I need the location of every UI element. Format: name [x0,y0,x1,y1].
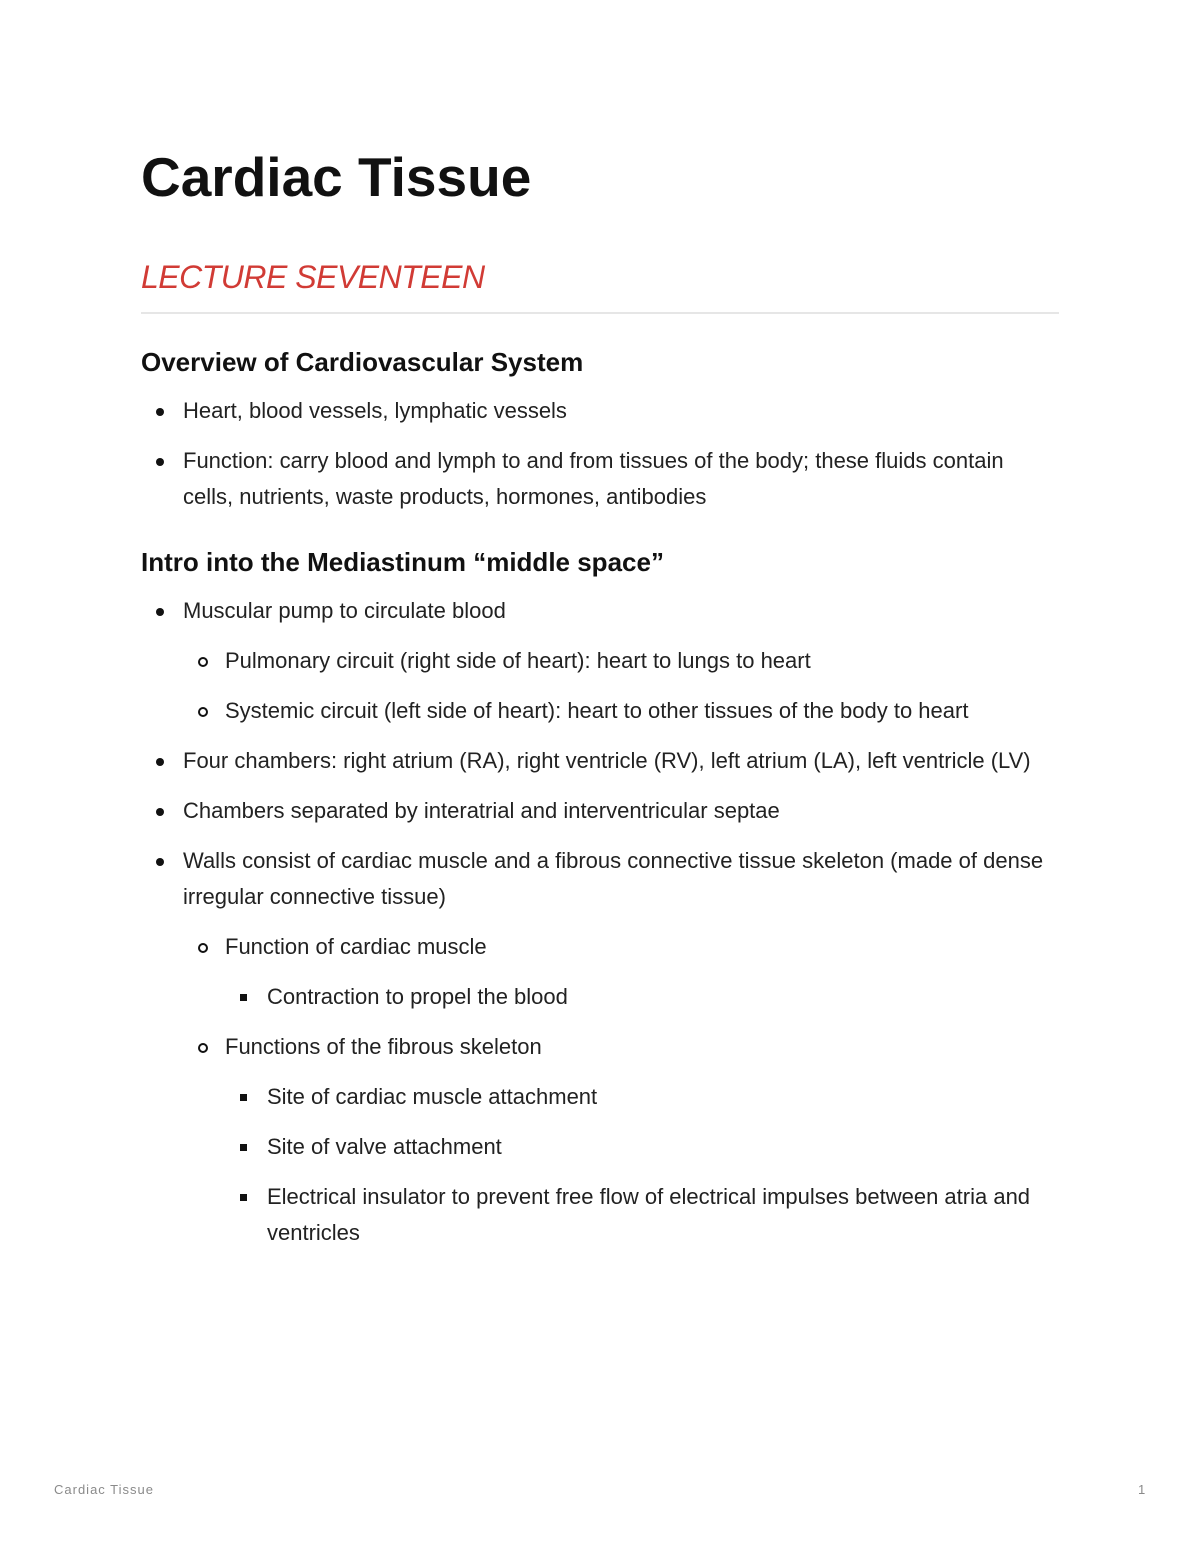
circle-bullet-icon [198,1043,208,1053]
list-item-text: Four chambers: right atrium (RA), right ventricle (RV), left atrium (LA), left ventricle (LV) [183,748,1031,773]
square-bullet-icon [240,1144,247,1151]
list-item [183,1029,1046,1251]
overview-list [141,393,1046,515]
disc-bullet-icon [156,608,164,616]
circle-bullet-icon [198,943,208,953]
disc-bullet-icon [156,408,164,416]
section-heading-mediastinum: Intro into the Mediastinum “middle space” [141,547,664,577]
page-title: Cardiac Tissue [141,146,532,208]
list-item-text: Contraction to propel the blood [267,984,568,1009]
list-item [225,1179,1046,1251]
disc-bullet-icon [156,808,164,816]
square-bullet-icon [240,1194,247,1201]
list-item-text: Heart, blood vessels, lymphatic vessels [183,398,567,423]
list-item-text: Muscular pump to circulate blood [183,598,506,623]
list-item [225,1129,1046,1165]
circle-bullet-icon [198,707,208,717]
disc-bullet-icon [156,458,164,466]
list-item [225,979,1046,1015]
circle-bullet-icon [198,657,208,667]
mediastinum-list [141,593,1046,1251]
list-item [183,693,1046,729]
divider [141,312,1059,314]
list-item [141,593,1046,729]
section-heading-overview: Overview of Cardiovascular System [141,347,584,377]
list-item-text: Functions of the fibrous skeleton [225,1034,542,1059]
list-item [225,1079,1046,1115]
list-item-text: Pulmonary circuit (right side of heart): heart to lungs to heart [225,648,811,673]
list-item [141,793,1046,829]
square-bullet-icon [240,1094,247,1101]
nested-list [225,979,1046,1015]
list-item-text: Site of cardiac muscle attachment [267,1084,598,1109]
list-item-text: Walls consist of cardiac muscle and a fibrous connective tissue skeleton (made of dense irregular connective tissue) [183,848,1044,909]
list-item [141,843,1046,1251]
lecture-subtitle: LECTURE SEVENTEEN [141,259,485,295]
footer-page-number: 1 [1138,1482,1146,1497]
footer-document-name: Cardiac Tissue [54,1482,154,1497]
list-item [141,743,1046,779]
disc-bullet-icon [156,758,164,766]
nested-list [225,1079,1046,1251]
list-item-text: Chambers separated by interatrial and interventricular septae [183,798,780,823]
document-body [141,345,1046,1251]
list-item-text: Site of valve attachment [267,1134,502,1159]
list-item-text: Function: carry blood and lymph to and from tissues of the body; these fluids contain cells, nutrients, waste products, hormones, antibodies [183,448,1004,509]
list-item [183,929,1046,1015]
list-item [183,643,1046,679]
square-bullet-icon [240,994,247,1001]
list-item-text: Function of cardiac muscle [225,934,487,959]
disc-bullet-icon [156,858,164,866]
list-item-text: Systemic circuit (left side of heart): heart to other tissues of the body to heart [225,698,969,723]
list-item [141,443,1046,515]
list-item [141,393,1046,429]
nested-list [183,929,1046,1251]
list-item-text: Electrical insulator to prevent free flow of electrical impulses between atria and ventricles [267,1184,1031,1245]
nested-list [183,643,1046,729]
